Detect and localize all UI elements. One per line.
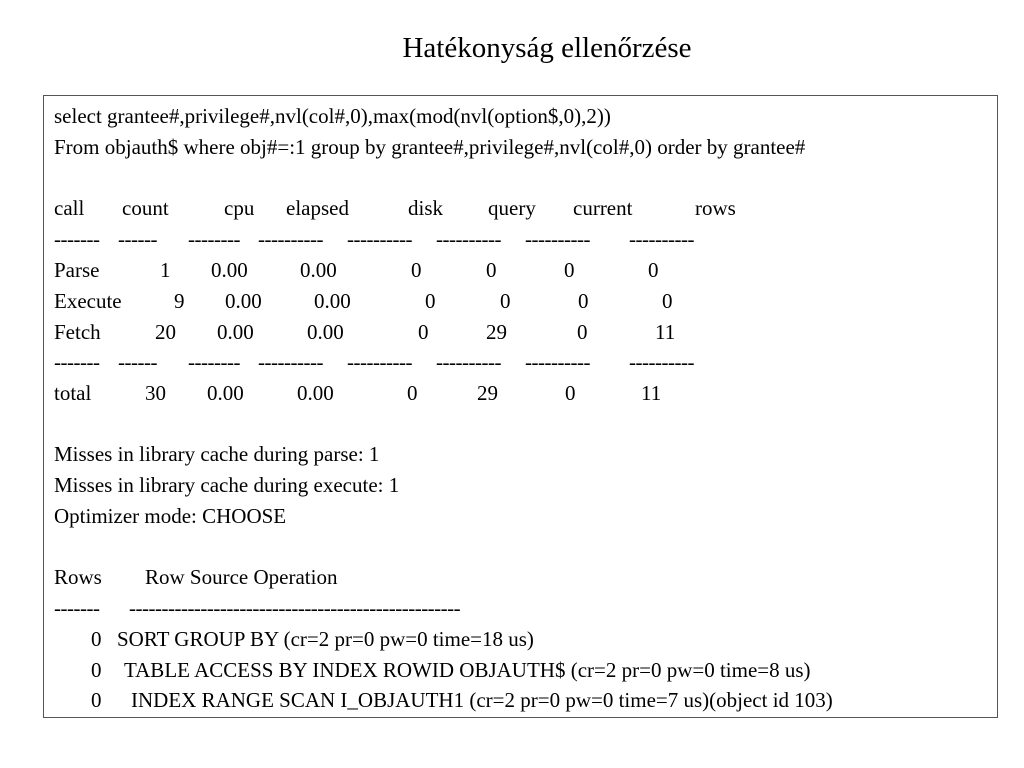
row-current: 0 (565, 381, 576, 405)
row-rows: 11 (655, 320, 676, 344)
plan-line-operation: TABLE ACCESS BY INDEX ROWID OBJAUTH$ (cr=2 pr=0 pw=0 time=8 us) (124, 658, 811, 682)
row-disk: 0 (425, 289, 436, 313)
row-current: 0 (578, 289, 589, 313)
separator-segment: ---------- (258, 350, 323, 374)
row-elapsed: 0.00 (297, 381, 334, 405)
stats-separator-top (54, 224, 984, 254)
row-call: total (54, 381, 92, 405)
separator-segment: ---------- (629, 350, 694, 374)
row-call: Parse (54, 258, 100, 282)
row-query: 0 (486, 258, 497, 282)
row-call: Fetch (54, 320, 101, 344)
separator-segment: ---------- (629, 227, 694, 251)
separator-segment: ---------- (436, 350, 501, 374)
header-cpu: cpu (224, 196, 255, 220)
plan-separator-operation: --------------------------------------------------- (129, 596, 461, 620)
row-current: 0 (564, 258, 575, 282)
plan-line-rows: 0 (91, 627, 102, 651)
plan-line-rows: 0 (91, 688, 102, 712)
plan-header-rows: Rows (54, 565, 102, 589)
separator-segment: ---------- (258, 227, 323, 251)
stats-row-fetch (54, 317, 984, 347)
separator-segment: ------ (118, 227, 157, 251)
stats-header-row (54, 193, 984, 223)
row-rows: 0 (648, 258, 659, 282)
row-elapsed: 0.00 (307, 320, 344, 344)
optimizer-mode-text: Optimizer mode: CHOOSE (54, 504, 287, 528)
misses-parse-text: Misses in library cache during parse: 1 (54, 442, 380, 466)
plan-separator (54, 593, 984, 623)
separator-segment: -------- (188, 350, 240, 374)
sql-line-2: From objauth$ where obj#=:1 group by grantee#,privilege#,nvl(col#,0) order by grantee# (54, 135, 806, 159)
row-query: 29 (486, 320, 507, 344)
separator-segment: ------- (54, 227, 100, 251)
row-disk: 0 (411, 258, 422, 282)
misses-execute-text: Misses in library cache during execute: 1 (54, 473, 400, 497)
stats-row-total (54, 378, 984, 408)
header-call: call (54, 196, 85, 220)
plan-line (54, 655, 984, 685)
header-rows: rows (695, 196, 736, 220)
sql-line-1: select grantee#,privilege#,nvl(col#,0),max(mod(nvl(option$,0),2)) (54, 104, 611, 128)
trace-output-box (43, 95, 998, 718)
row-cpu: 0.00 (217, 320, 254, 344)
row-current: 0 (577, 320, 588, 344)
header-current: current (573, 196, 633, 220)
row-rows: 0 (662, 289, 673, 313)
separator-segment: ------- (54, 350, 100, 374)
stats-row-execute (54, 286, 984, 316)
header-count: count (122, 196, 169, 220)
separator-segment: ---------- (436, 227, 501, 251)
row-cpu: 0.00 (225, 289, 262, 313)
separator-segment: ---------- (347, 227, 412, 251)
row-query: 0 (500, 289, 511, 313)
row-elapsed: 0.00 (314, 289, 351, 313)
header-query: query (488, 196, 536, 220)
separator-segment: -------- (188, 227, 240, 251)
row-count: 20 (155, 320, 176, 344)
separator-segment: ---------- (525, 350, 590, 374)
row-call: Execute (54, 289, 122, 313)
row-rows: 11 (641, 381, 662, 405)
row-count: 1 (160, 258, 171, 282)
row-disk: 0 (407, 381, 418, 405)
stats-separator-bottom (54, 347, 984, 377)
separator-segment: ------ (118, 350, 157, 374)
row-count: 9 (174, 289, 185, 313)
plan-separator-rows: ------- (54, 596, 100, 620)
row-disk: 0 (418, 320, 429, 344)
plan-line (54, 685, 984, 715)
separator-segment: ---------- (525, 227, 590, 251)
plan-line-operation: INDEX RANGE SCAN I_OBJAUTH1 (cr=2 pr=0 pw=0 time=7 us)(object id 103) (131, 688, 833, 712)
plan-header-row (54, 562, 984, 592)
row-cpu: 0.00 (207, 381, 244, 405)
row-elapsed: 0.00 (300, 258, 337, 282)
plan-line (54, 624, 984, 654)
row-query: 29 (477, 381, 498, 405)
plan-line-rows: 0 (91, 658, 102, 682)
header-disk: disk (408, 196, 444, 220)
row-cpu: 0.00 (211, 258, 248, 282)
plan-header-operation: Row Source Operation (145, 565, 338, 589)
row-count: 30 (145, 381, 166, 405)
separator-segment: ---------- (347, 350, 412, 374)
plan-line-operation: SORT GROUP BY (cr=2 pr=0 pw=0 time=18 us) (117, 627, 534, 651)
header-elapsed: elapsed (286, 196, 349, 220)
slide-title: Hatékonyság ellenőrzése (402, 32, 692, 64)
stats-row-parse (54, 255, 984, 285)
